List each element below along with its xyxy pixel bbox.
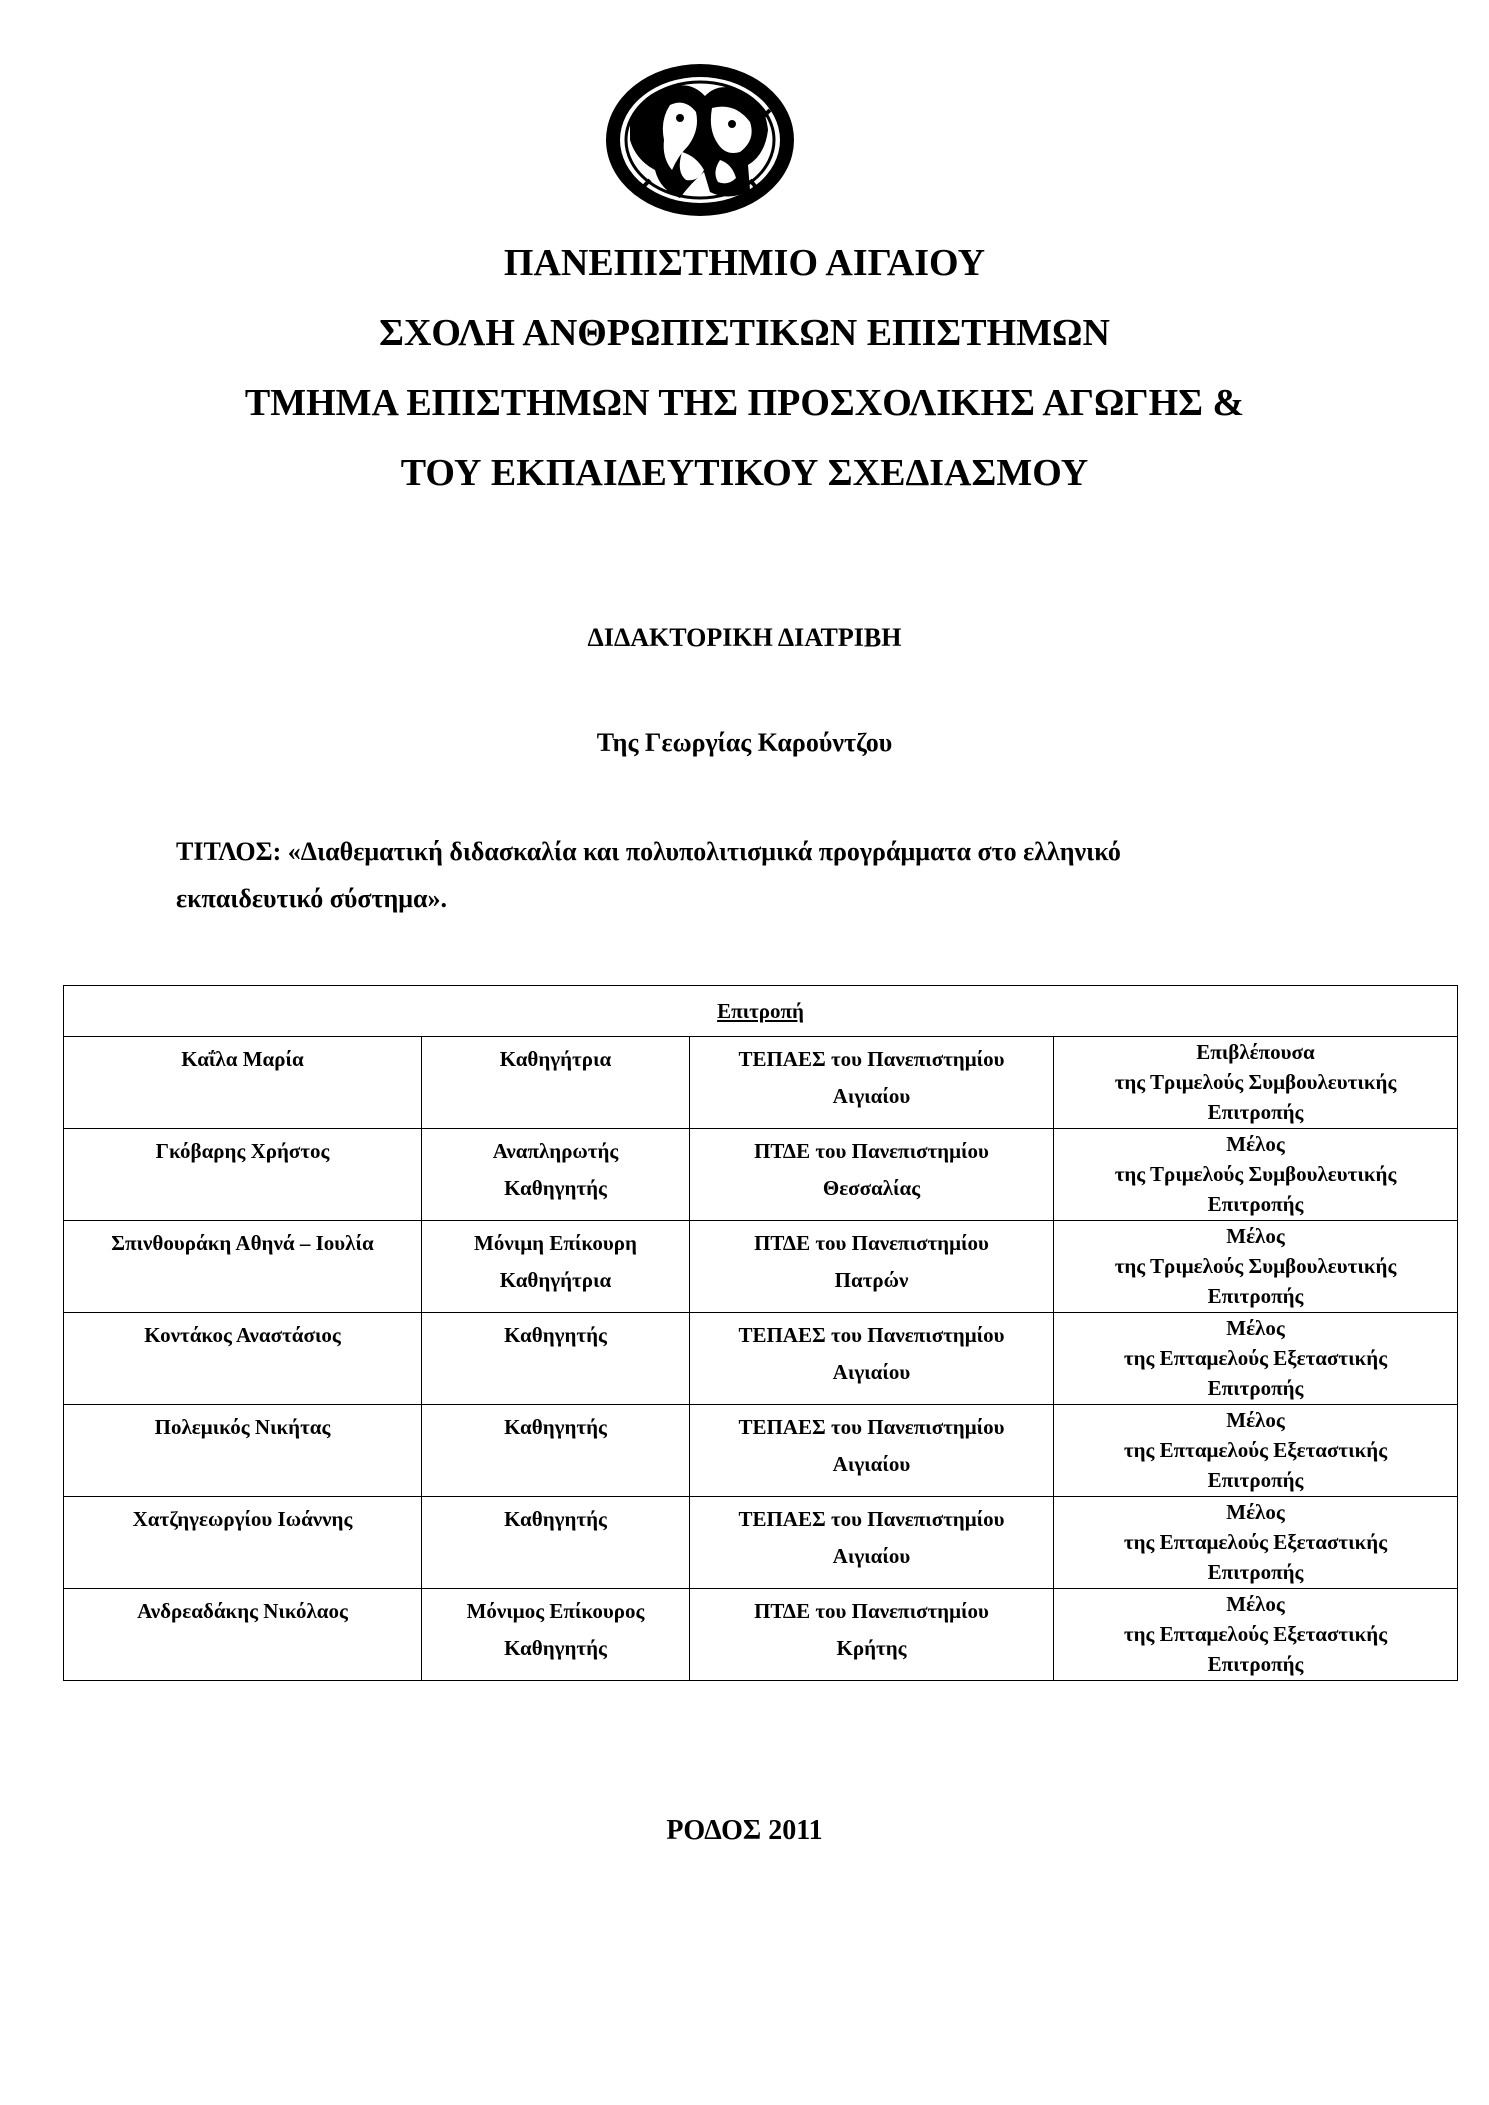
department-name-line-2: ΤΟΥ ΕΚΠΑΙΔΕΥΤΙΚΟΥ ΣΧΕΔΙΑΣΜΟΥ (400, 452, 1089, 494)
member-role-line: Επιβλέπουσα (1196, 1040, 1315, 1064)
member-department-line: ΤΕΠΑΕΣ του Πανεπιστημίου (738, 1323, 1005, 1347)
member-department-cell (690, 1037, 1054, 1129)
committee-row (64, 1313, 1458, 1405)
member-rank-line: Μόνιμη Επίκουρη (474, 1231, 637, 1255)
committee-row (64, 1497, 1458, 1589)
member-role-line: Μέλος (1226, 1408, 1285, 1432)
member-name-cell (64, 1405, 422, 1497)
member-role-line: Επιτροπής (1207, 1652, 1304, 1676)
member-department-cell (690, 1313, 1054, 1405)
member-rank-cell (422, 1129, 690, 1221)
department-name-line-1: ΤΜΗΜΑ ΕΠΙΣΤΗΜΩΝ ΤΗΣ ΠΡΟΣΧΟΛΙΚΗΣ ΑΓΩΓΗΣ & (244, 382, 1245, 424)
member-role-line: Επιτροπής (1207, 1284, 1304, 1308)
member-role-line: της Επταμελούς Εξεταστικής (1123, 1622, 1388, 1646)
member-role-cell (1054, 1037, 1458, 1129)
university-heading (0, 240, 1489, 520)
member-role-cell (1054, 1497, 1458, 1589)
university-seal-logo (600, 60, 800, 220)
committee-caption: Επιτροπή (64, 986, 1458, 1037)
member-rank-line: Μόνιμος Επίκουρος (466, 1599, 645, 1623)
member-name: Καΐλα Μαρία (181, 1047, 304, 1071)
member-department-line: Πατρών (834, 1268, 909, 1292)
member-name-cell (64, 1589, 422, 1681)
committee-row (64, 1405, 1458, 1497)
member-department-line: ΠΤΔΕ του Πανεπιστημίου (754, 1599, 989, 1623)
member-department-cell (690, 1497, 1054, 1589)
committee-row (64, 1589, 1458, 1681)
thesis-title-line-2: εκπαιδευτικό σύστημα». (176, 884, 447, 913)
member-rank-cell (422, 1497, 690, 1589)
member-department-line: Αιγιαίου (832, 1452, 911, 1476)
committee-row (64, 1037, 1458, 1129)
member-role-line: Επιτροπής (1207, 1100, 1304, 1124)
thesis-title-line-1: ΤΙΤΛΟΣ: «Διαθεματική διδασκαλία και πολυπολιτισμικά προγράμματα στο ελληνικό (176, 837, 1121, 866)
committee-table (63, 985, 1458, 1681)
thesis-type: ΔΙΔΑΚΤΟΡΙΚΗ ΔΙΑΤΡΙΒΗ (587, 623, 902, 652)
member-name: Πολεμικός Νικήτας (154, 1415, 331, 1439)
member-department-cell (690, 1589, 1054, 1681)
member-name-cell (64, 1497, 422, 1589)
member-role-cell (1054, 1405, 1458, 1497)
member-rank-cell (422, 1313, 690, 1405)
member-rank-line: Καθηγητής (504, 1636, 607, 1660)
member-role-line: της Επταμελούς Εξεταστικής (1123, 1346, 1388, 1370)
member-rank-line: Αναπληρωτής (492, 1139, 619, 1163)
member-role-line: της Τριμελούς Συμβουλευτικής (1114, 1070, 1397, 1094)
member-department-line: ΠΤΔΕ του Πανεπιστημίου (754, 1139, 989, 1163)
member-department-line: ΤΕΠΑΕΣ του Πανεπιστημίου (738, 1507, 1005, 1531)
member-name-cell (64, 1313, 422, 1405)
member-role-line: Μέλος (1226, 1316, 1285, 1340)
member-name: Κοντάκος Αναστάσιος (144, 1323, 341, 1347)
member-department-line: ΠΤΔΕ του Πανεπιστημίου (754, 1231, 989, 1255)
member-department-line: ΤΕΠΑΕΣ του Πανεπιστημίου (738, 1415, 1005, 1439)
member-name-cell (64, 1129, 422, 1221)
city-year: ΡΟΔΟΣ 2011 (666, 1815, 823, 1846)
member-department-cell (690, 1129, 1054, 1221)
member-department-line: Θεσσαλίας (822, 1176, 921, 1200)
member-rank-cell (422, 1221, 690, 1313)
member-rank-line: Καθηγητής (504, 1507, 607, 1531)
member-name: Ανδρεαδάκης Νικόλαος (137, 1599, 348, 1623)
member-name: Γκόβαρης Χρήστος (155, 1139, 330, 1163)
member-name-cell (64, 1221, 422, 1313)
member-name: Σπινθουράκη Αθηνά – Ιουλία (111, 1231, 374, 1255)
member-department-line: Αιγιαίου (832, 1544, 911, 1568)
committee-row (64, 1129, 1458, 1221)
member-rank-cell (422, 1589, 690, 1681)
member-role-cell (1054, 1221, 1458, 1313)
member-role-line: της Τριμελούς Συμβουλευτικής (1114, 1254, 1397, 1278)
member-rank-cell (422, 1037, 690, 1129)
committee-row (64, 1221, 1458, 1313)
member-rank-line: Καθηγητής (504, 1415, 607, 1439)
member-role-line: Επιτροπής (1207, 1560, 1304, 1584)
member-role-line: Μέλος (1226, 1132, 1285, 1156)
member-role-line: της Επταμελούς Εξεταστικής (1123, 1438, 1388, 1462)
member-role-cell (1054, 1313, 1458, 1405)
member-department-line: Αιγιαίου (832, 1084, 911, 1108)
member-role-line: της Επταμελούς Εξεταστικής (1123, 1530, 1388, 1554)
member-role-line: Μέλος (1226, 1592, 1285, 1616)
member-role-line: Επιτροπής (1207, 1192, 1304, 1216)
member-rank-line: Καθηγητής (504, 1323, 607, 1347)
university-name: ΠΑΝΕΠΙΣΤΗΜΙΟ ΑΙΓΑΙΟΥ (503, 242, 986, 284)
member-role-line: Μέλος (1226, 1224, 1285, 1248)
member-department-cell (690, 1405, 1054, 1497)
member-department-line: Αιγιαίου (832, 1360, 911, 1384)
member-department-cell (690, 1221, 1054, 1313)
member-role-line: της Τριμελούς Συμβουλευτικής (1114, 1162, 1397, 1186)
member-department-line: ΤΕΠΑΕΣ του Πανεπιστημίου (738, 1047, 1005, 1071)
thesis-title (176, 828, 1326, 922)
member-rank-cell (422, 1405, 690, 1497)
author-line: Της Γεωργίας Καρούντζου (596, 728, 893, 757)
member-name-cell (64, 1037, 422, 1129)
school-name: ΣΧΟΛΗ ΑΝΘΡΩΠΙΣΤΙΚΩΝ ΕΠΙΣΤΗΜΩΝ (379, 312, 1110, 354)
member-rank-line: Καθηγήτρια (499, 1268, 612, 1292)
member-role-cell (1054, 1589, 1458, 1681)
member-rank-line: Καθηγήτρια (499, 1047, 612, 1071)
member-role-line: Μέλος (1226, 1500, 1285, 1524)
member-department-line: Κρήτης (836, 1636, 907, 1660)
member-rank-line: Καθηγητής (504, 1176, 607, 1200)
member-role-line: Επιτροπής (1207, 1376, 1304, 1400)
member-role-cell (1054, 1129, 1458, 1221)
member-name: Χατζηγεωργίου Ιωάννης (132, 1507, 353, 1531)
member-role-line: Επιτροπής (1207, 1468, 1304, 1492)
